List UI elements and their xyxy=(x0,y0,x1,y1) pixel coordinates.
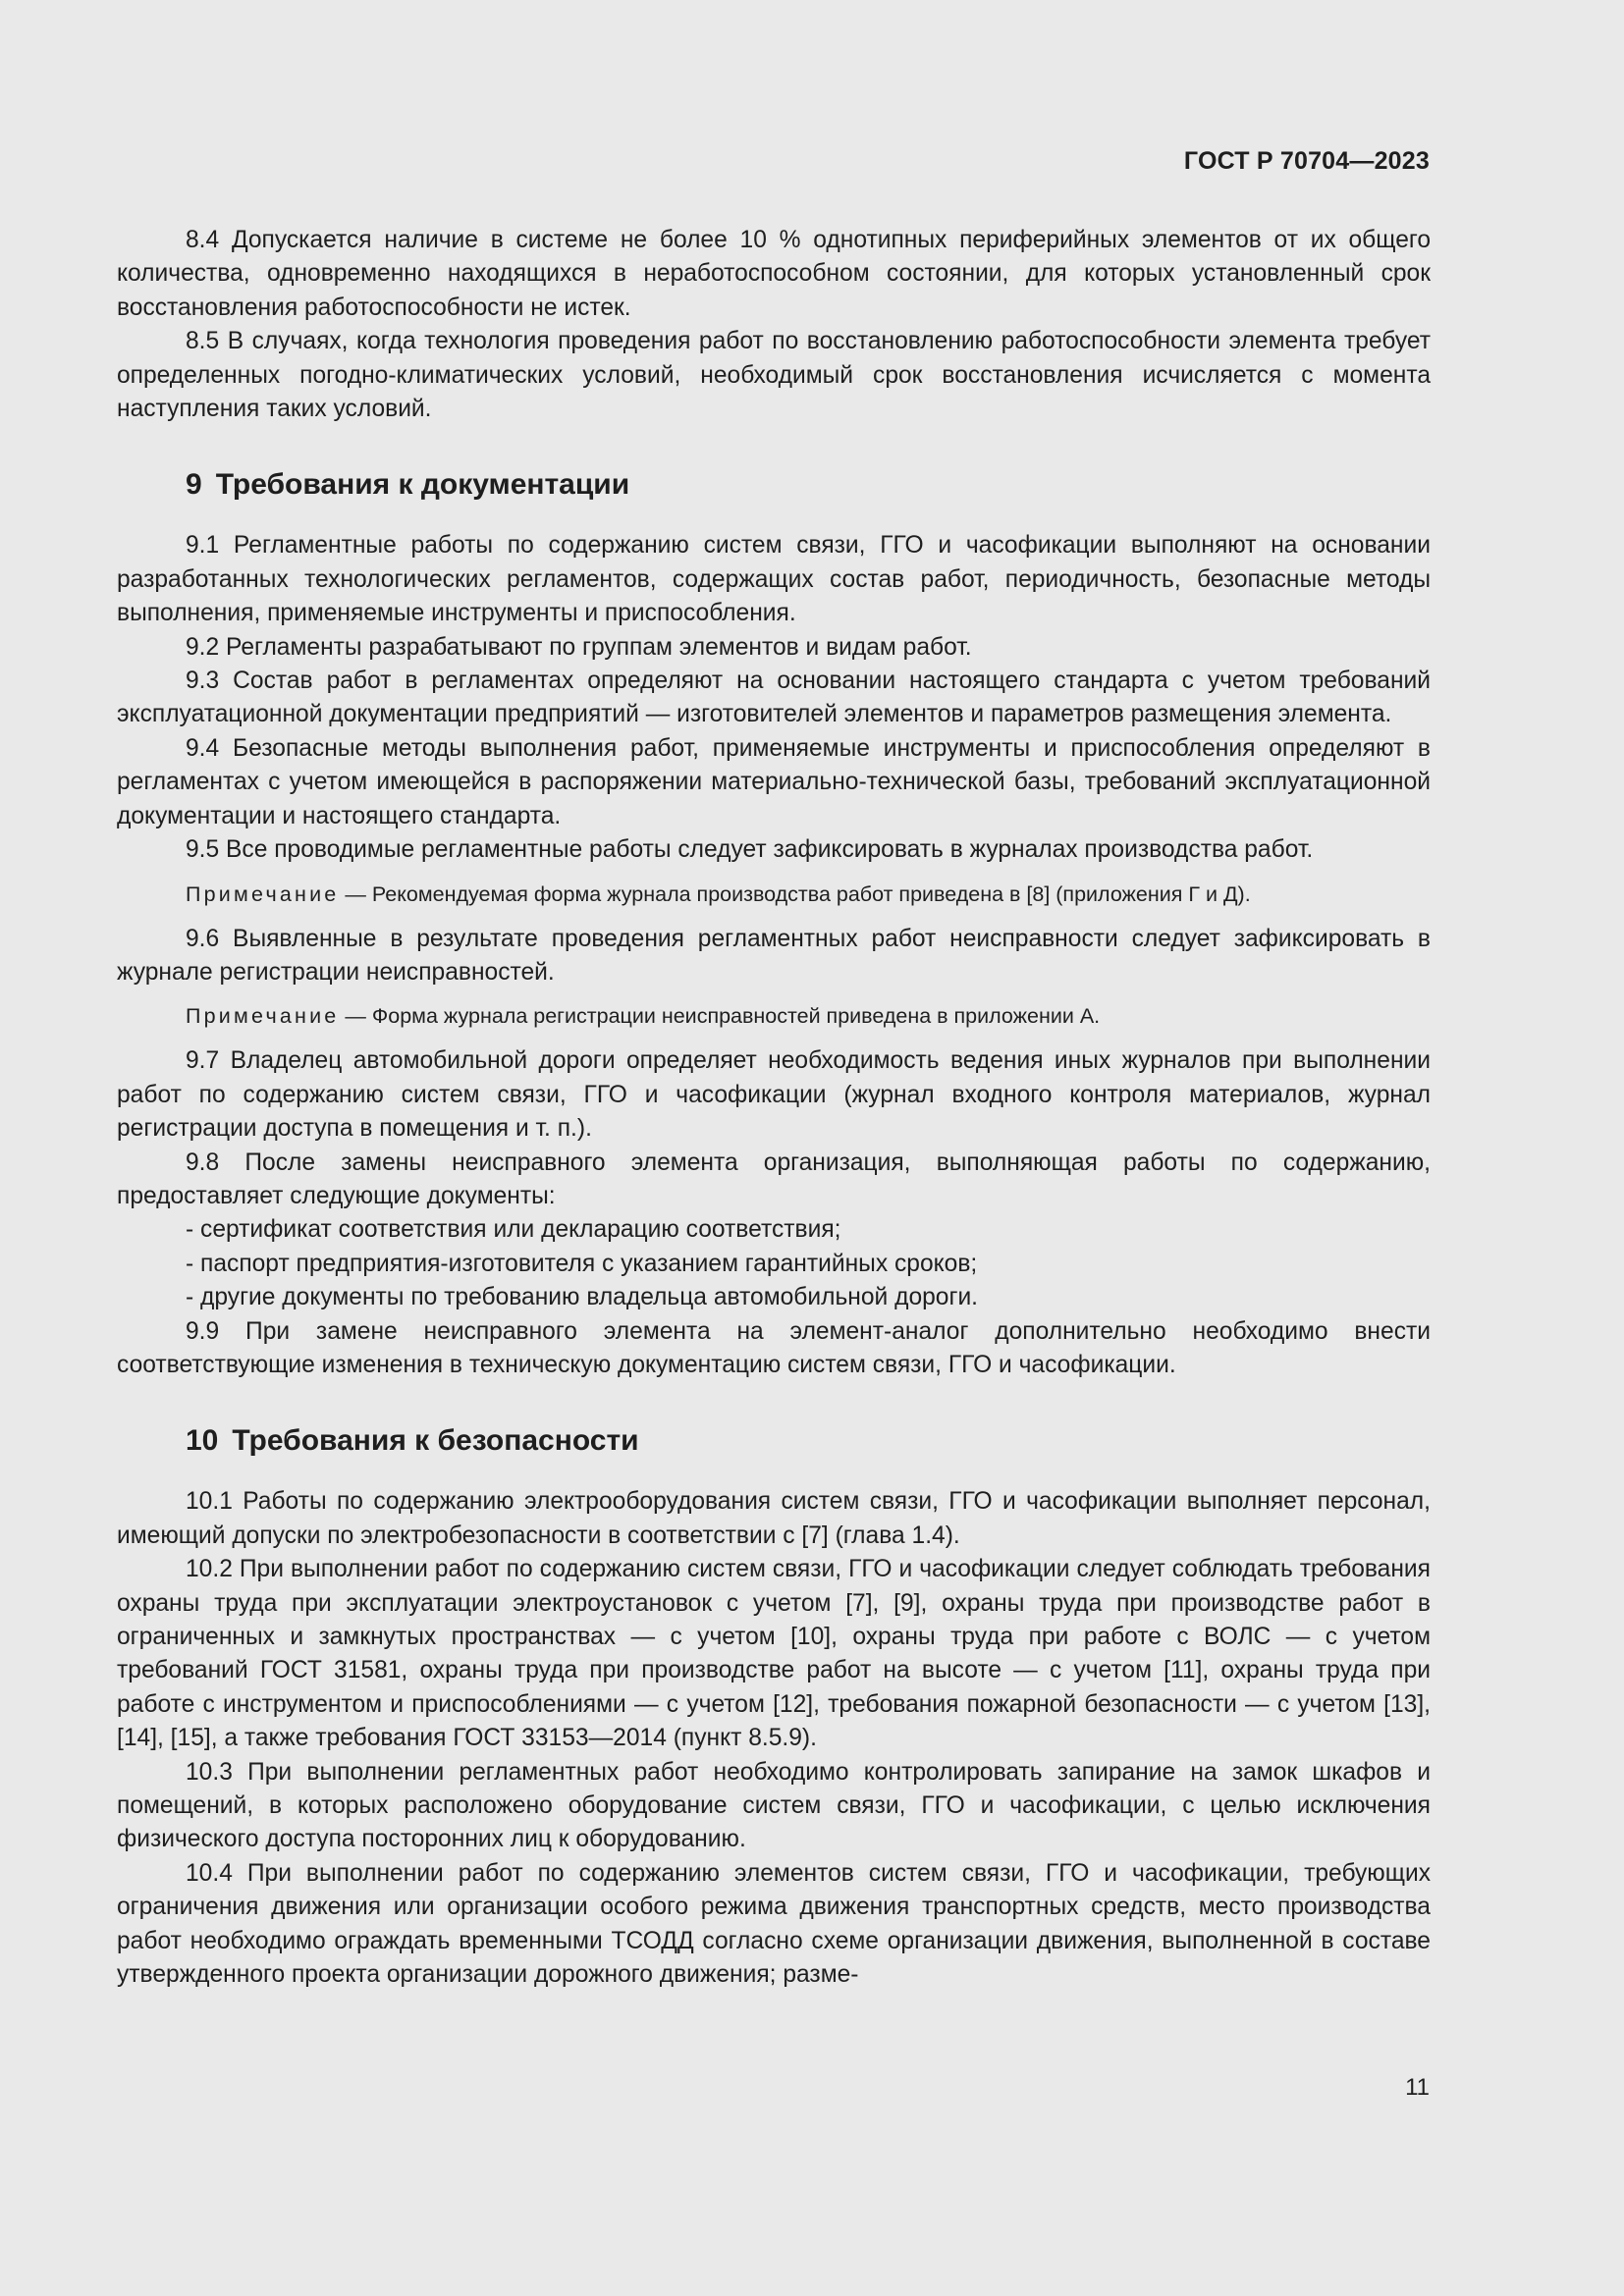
section-9-number: 9 xyxy=(186,468,202,502)
list-item: - сертификат соответствия или декларацию соответствия; xyxy=(186,1216,841,1244)
paragraph-10-1: 10.1 Работы по содержанию электрооборудования систем связи, ГГО и часофикации выполняет персонал, имеющий допуски по электробезопасности в соответствии с [7] (глава 1.4). xyxy=(117,1488,1431,1549)
paragraph-9-4: 9.4 Безопасные методы выполнения работ, применяемые инструменты и приспособления определяют в регламентах с учетом имеющейся в распоряжении материально-технической базы, требований эксплуатационной документации и настоящего стандарта. xyxy=(117,734,1431,829)
section-10-title: Требования к безопасности xyxy=(232,1424,639,1458)
section-10-number: 10 xyxy=(186,1424,219,1458)
section-10-heading xyxy=(186,1421,1431,1461)
note-9-5 xyxy=(186,880,1431,909)
note-text: — Рекомендуемая форма журнала производства работ приведена в [8] (приложения Г и Д). xyxy=(339,881,1251,906)
note-label: Примечание xyxy=(186,881,340,906)
paragraph-9-8: 9.8 После замены неисправного элемента организация, выполняющая работы по содержанию, предоставляет следующие документы: xyxy=(117,1148,1431,1209)
page-number: 11 xyxy=(1405,2074,1430,2101)
note-text: — Форма журнала регистрации неисправностей приведена в приложении А. xyxy=(339,1004,1101,1029)
paragraph-9-7: 9.7 Владелец автомобильной дороги определяет необходимость ведения иных журналов при выполнении работ по содержанию систем связи, ГГО и часофикации (журнал входного контроля материалов, журнал регистрации доступа в помещения и т. п.). xyxy=(117,1047,1431,1143)
paragraph-9-1: 9.1 Регламентные работы по содержанию систем связи, ГГО и часофикации выполняют на основании разработанных технологических регламентов, содержащих состав работ, периодичность, безопасные методы выполнения, применяемые инструменты и приспособления. xyxy=(117,532,1431,627)
paragraph-9-6: 9.6 Выявленные в результате проведения регламентных работ неисправности следует зафиксировать в журнале регистрации неисправностей. xyxy=(117,925,1431,986)
document-header: ГОСТ Р 70704—2023 xyxy=(1183,147,1430,175)
note-label: Примечание xyxy=(186,1004,340,1029)
document-body xyxy=(117,224,1431,1992)
paragraph-8-4: 8.4 Допускается наличие в системе не более 10 % однотипных периферийных элементов от их общего количества, одновременно находящихся в неработоспособном состоянии, для которых установленный срок восстановления работоспособности не истек. xyxy=(117,227,1431,321)
paragraph-9-2: 9.2 Регламенты разрабатывают по группам элементов и видам работ. xyxy=(186,633,972,661)
paragraph-10-4: 10.4 При выполнении работ по содержанию элементов систем связи, ГГО и часофикации, требующих ограничения движения или организации особого режима движения транспортных средств, место производства работ необходимо ограждать временными ТСОДД согласно схеме организации движения, выполненной в составе утвержденного проекта организации дорожного движения; разме- xyxy=(117,1859,1431,1989)
paragraph-9-3: 9.3 Состав работ в регламентах определяют на основании настоящего стандарта с учетом требований эксплуатационной документации предприятий — изготовителей элементов и параметров размещения элемента. xyxy=(117,667,1431,728)
paragraph-10-3: 10.3 При выполнении регламентных работ необходимо контролировать запирание на замок шкафов и помещений, в которых расположено оборудование систем связи, ГГО и часофикации, с целью исключения физического доступа посторонних лиц к оборудованию. xyxy=(117,1758,1431,1853)
note-9-6 xyxy=(186,1001,1431,1031)
paragraph-10-2: 10.2 При выполнении работ по содержанию систем связи, ГГО и часофикации следует соблюдать требования охраны труда при эксплуатации электроустановок с учетом [7], [9], охраны труда при производстве работ в ограниченных и замкнутых пространствах — с учетом [10], охраны труда при работе с ВОЛС — с учетом требований ГОСТ 31581, охраны труда при производстве работ на высоте — с учетом [11], охраны труда при работе с инструментом и приспособлениями — с учетом [12], требования пожарной безопасности — с учетом [13], [14], [15], а также требования ГОСТ 33153—2014 (пункт 8.5.9). xyxy=(117,1556,1431,1752)
paragraph-8-5: 8.5 В случаях, когда технология проведения работ по восстановлению работоспособности элемента требует определенных погодно-климатических условий, необходимый срок восстановления исчисляется с момента наступления таких условий. xyxy=(117,328,1431,423)
paragraph-9-9: 9.9 При замене неисправного элемента на элемент-аналог дополнительно необходимо внести соответствующие изменения в техническую документацию систем связи, ГГО и часофикации. xyxy=(117,1317,1431,1378)
paragraph-9-5: 9.5 Все проводимые регламентные работы следует зафиксировать в журналах производства работ. xyxy=(186,836,1314,864)
section-9-title: Требования к документации xyxy=(215,468,630,502)
list-item: - другие документы по требованию владельца автомобильной дороги. xyxy=(186,1284,979,1311)
list-item: - паспорт предприятия-изготовителя с указанием гарантийных сроков; xyxy=(186,1250,978,1277)
section-9-heading xyxy=(186,465,1431,505)
